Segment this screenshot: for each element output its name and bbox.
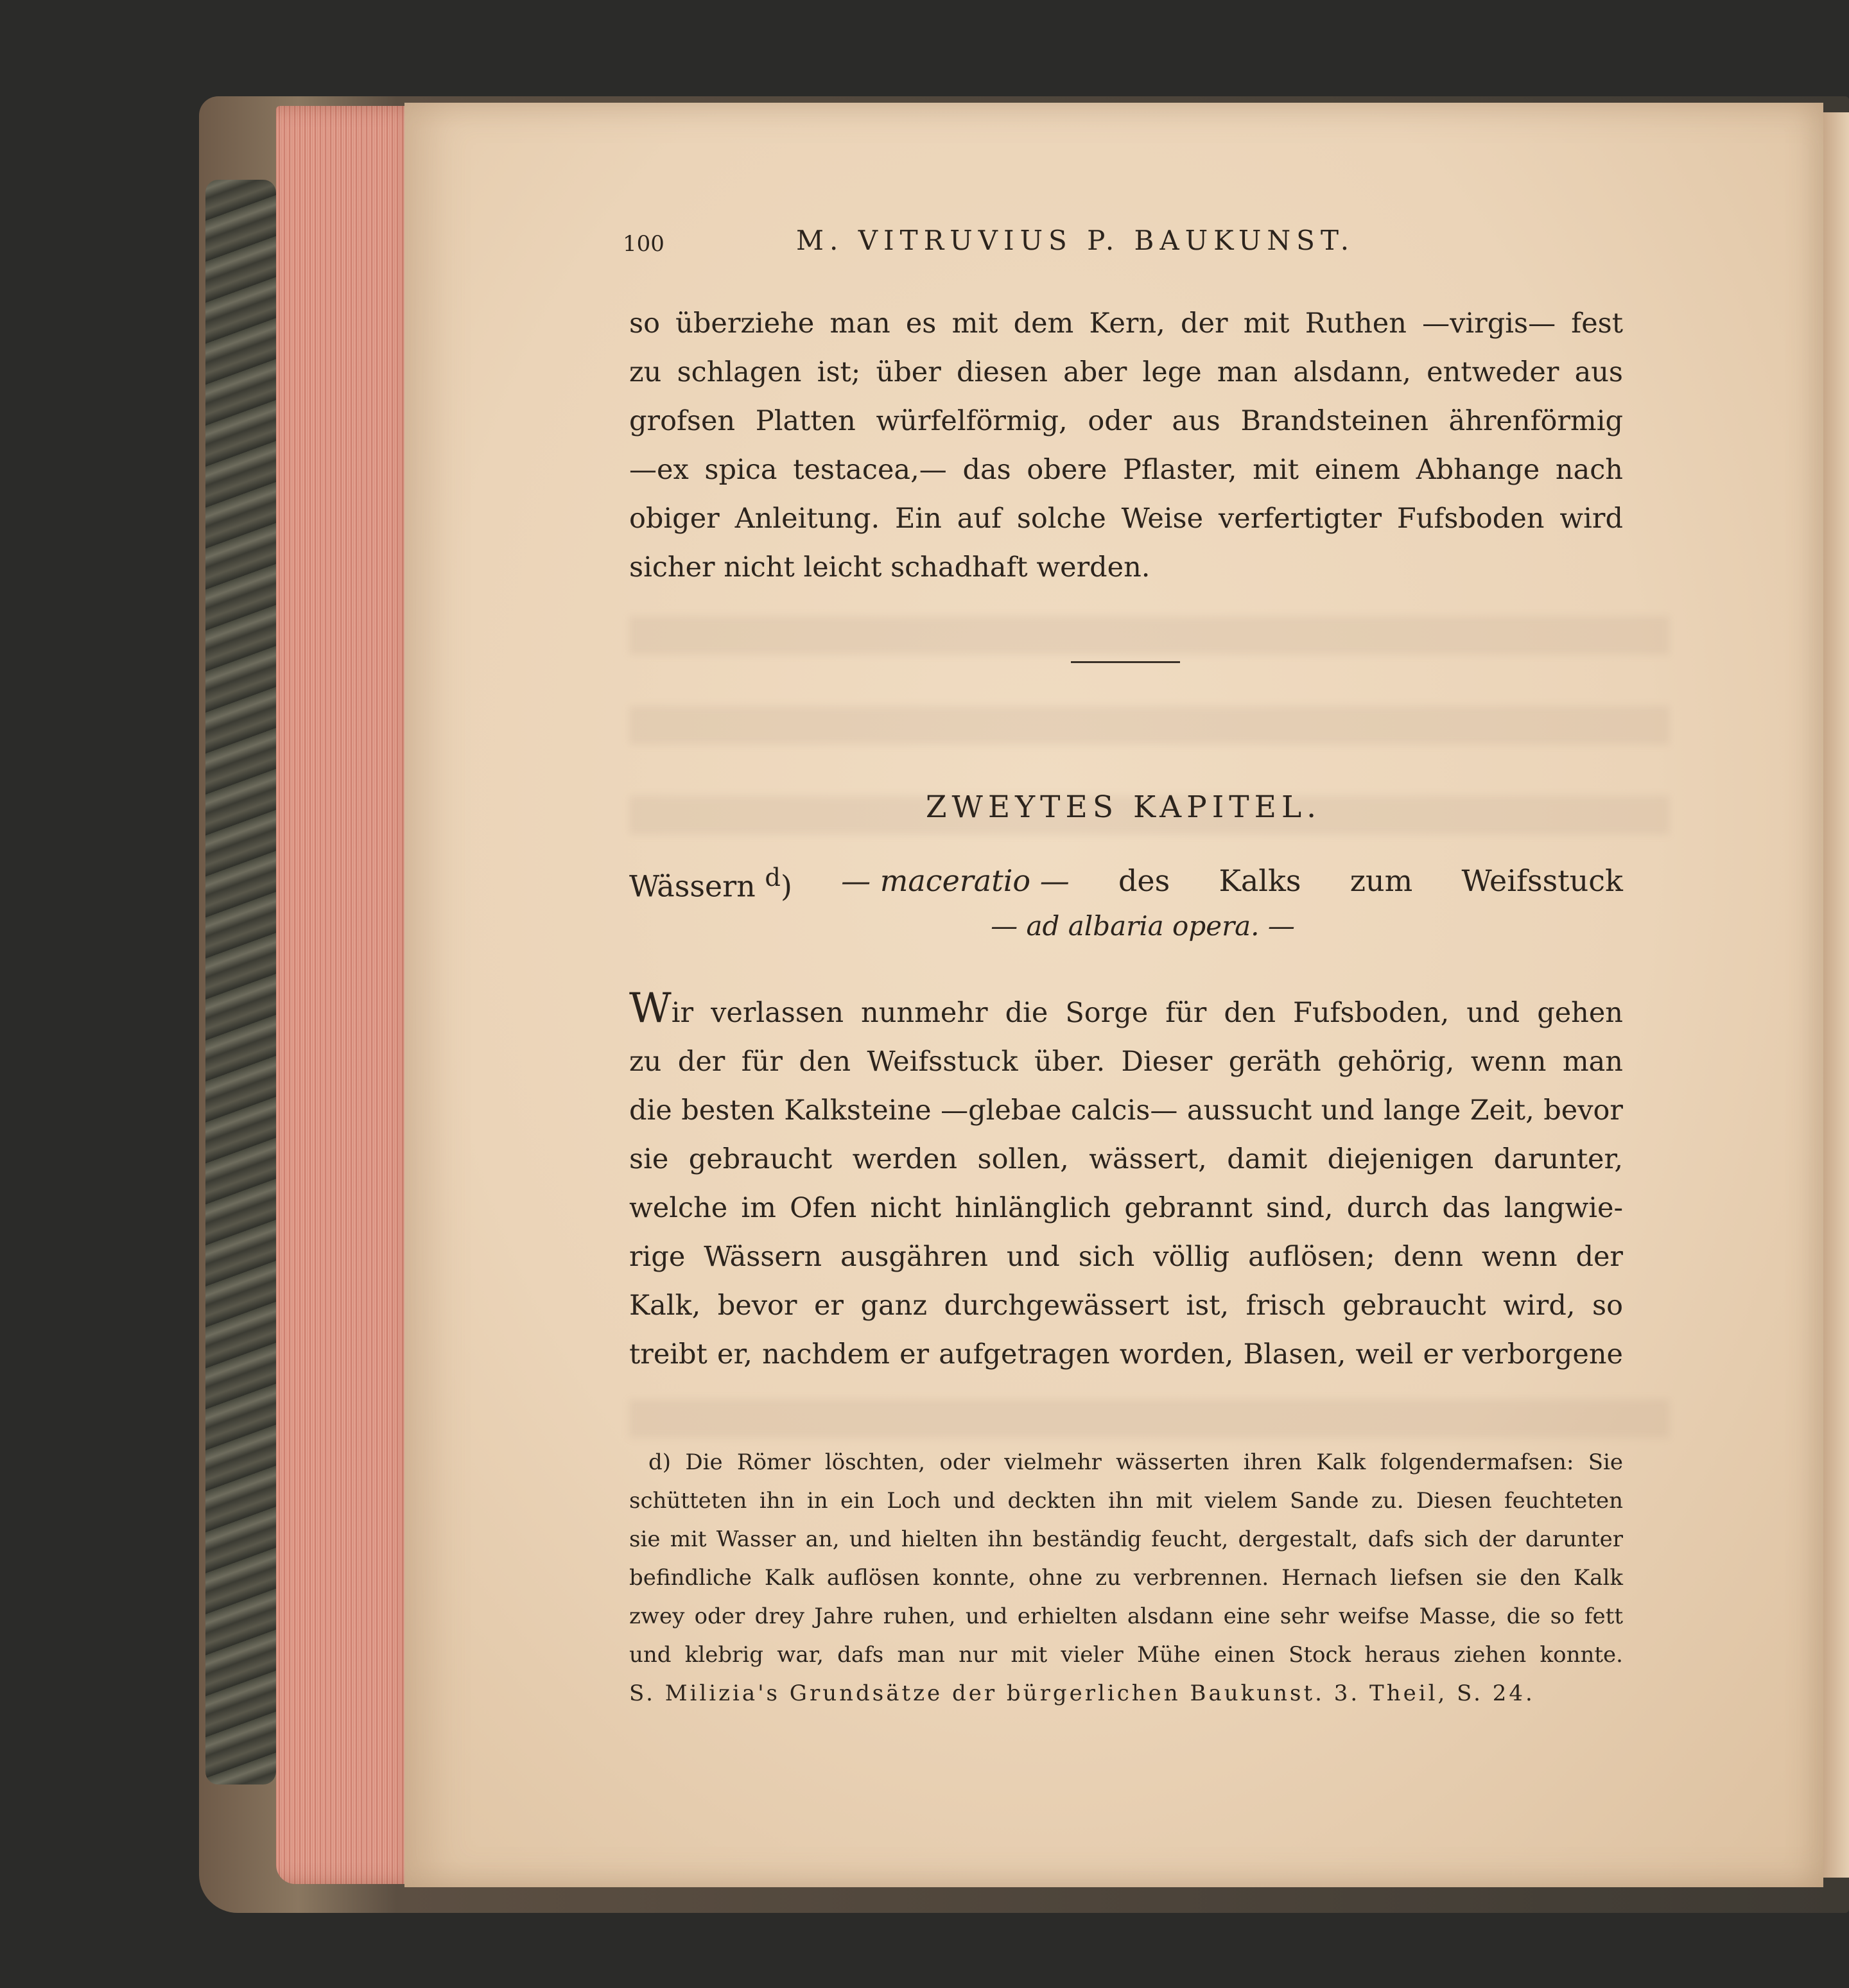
footnote-marker: d) xyxy=(648,1449,672,1475)
footnote-citation: S. Milizia's Grundsätze der bürgerlichen Baukunst. 3. Theil, S. 24. xyxy=(629,1681,1535,1706)
paragraph-line: —ex spica testacea,— das obere Pflaster, mit einem Abhange nach xyxy=(629,454,1623,486)
paragraph-line: zu schlagen ist; über diesen aber lege man alsdann, entweder aus xyxy=(629,356,1623,388)
paragraph-line: die besten Kalksteine —glebae calcis— aussucht und lange Zeit, bevor xyxy=(629,1094,1623,1127)
subtitle-lead: Wässern $^d$) xyxy=(629,863,792,904)
footnote-line: und klebrig war, dafs man nur mit vieler Mühe einen Stock heraus ziehen konnte. xyxy=(629,1642,1623,1668)
chapter-subtitle xyxy=(629,863,1623,903)
subtitle-word: Weifsstuck xyxy=(1461,863,1623,898)
show-through xyxy=(629,616,1669,655)
paragraph-line: sicher nicht leicht schadhaft werden. xyxy=(629,551,1150,583)
page-number: 100 xyxy=(623,231,664,257)
page-gutter xyxy=(1823,112,1849,1878)
running-title: M. VITRUVIUS P. BAUKUNST. xyxy=(796,225,1355,256)
paragraph-line: grofsen Platten würfelförmig, oder aus Brandsteinen ährenförmig xyxy=(629,405,1623,437)
drop-cap: W xyxy=(629,985,672,1032)
page-header xyxy=(623,225,1650,270)
subtitle-latin-second: — ad albaria opera. — xyxy=(991,910,1295,942)
paragraph-line: sie gebraucht werden sollen, wässert, damit diejenigen darunter, xyxy=(629,1143,1623,1175)
paragraph-line: Kalk, bevor er ganz durchgewässert ist, frisch gebraucht wird, so xyxy=(629,1290,1623,1322)
chapter-title: ZWEYTES KAPITEL. xyxy=(925,790,1322,825)
show-through xyxy=(629,1399,1669,1438)
footnote-line: schütteten ihn in ein Loch und deckten ihn mit vielem Sande zu. Diesen feuchteten xyxy=(629,1488,1623,1514)
subtitle-word: Kalks xyxy=(1219,863,1301,898)
marbled-cover-edge xyxy=(205,180,276,1785)
subtitle-latin: — maceratio — xyxy=(841,863,1070,898)
paragraph-line: obiger Anleitung. Ein auf solche Weise verfertigter Fufsboden wird xyxy=(629,503,1623,535)
paragraph-line: rige Wässern ausgähren und sich völlig auflösen; denn wenn der xyxy=(629,1241,1623,1273)
footnote-ref[interactable]: d xyxy=(765,863,781,892)
footnote-line: sie mit Wasser an, und hielten ihn beständig feucht, dergestalt, dafs sich der darunter xyxy=(629,1526,1623,1552)
footnote-line: zwey oder drey Jahre ruhen, und erhielten alsdann eine sehr weifse Masse, die so fett xyxy=(629,1603,1623,1629)
paragraph-line: so überziehe man es mit dem Kern, der mit Ruthen —virgis— fest xyxy=(629,307,1623,340)
subtitle-word: des xyxy=(1118,863,1170,898)
red-page-edges xyxy=(276,106,424,1884)
paragraph-line: welche im Ofen nicht hinlänglich gebrannt sind, durch das langwie- xyxy=(629,1192,1623,1224)
paragraph-line: Wir verlassen nunmehr die Sorge für den Fufsboden, und gehen xyxy=(629,985,1623,1032)
show-through xyxy=(629,706,1669,745)
section-divider xyxy=(1071,661,1180,663)
paragraph-line: zu der für den Weifsstuck über. Dieser geräth gehörig, wenn man xyxy=(629,1046,1623,1078)
footnote-line: d) Die Römer löschten, oder vielmehr wässerten ihren Kalk folgendermafsen: Sie xyxy=(648,1449,1623,1475)
paragraph-line: treibt er, nachdem er aufgetragen worden, Blasen, weil er verborgene xyxy=(629,1338,1623,1370)
footnote-line: befindliche Kalk auflösen konnte, ohne zu verbrennen. Hernach liefsen sie den Kalk xyxy=(629,1565,1623,1591)
subtitle-word: zum xyxy=(1350,863,1413,898)
